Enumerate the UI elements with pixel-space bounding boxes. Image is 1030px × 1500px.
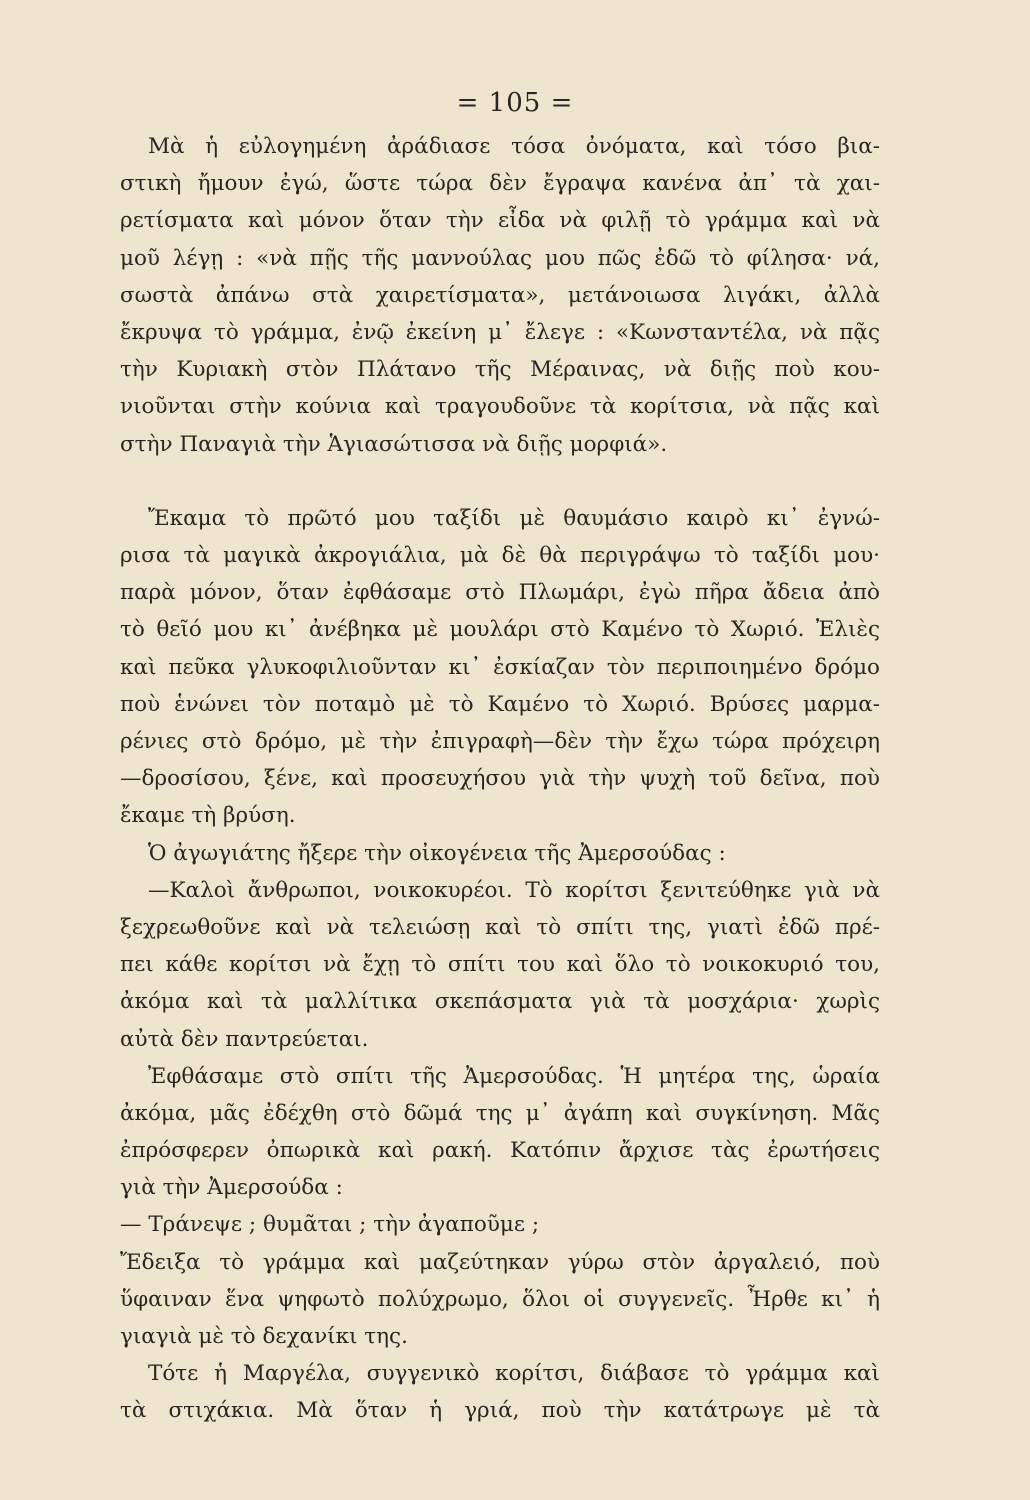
text-line: ξεχρεωθοῦνε καὶ νὰ τελειώσῃ καὶ τὸ σπίτι της, γιατὶ ἐδῶ πρέ- [120, 914, 880, 940]
text-line: καὶ πεῦκα γλυκοφιλιοῦνταν κι᾽ ἐσκίαζαν τὸν περιποιημένο δρόμο [120, 654, 880, 680]
text-line: ἔκρυψα τὸ γράμμα, ἐνῷ ἐκείνη μ᾽ ἔλεγε : «Κωνσταντέλα, νὰ πᾷς [120, 319, 880, 345]
text-line: Ἔδειξα τὸ γράμμα καὶ μαζεύτηκαν γύρω στὸν ἀργαλειό, ποὺ [120, 1249, 880, 1275]
paragraph [120, 1058, 880, 1207]
paragraph [120, 1355, 880, 1429]
paragraph [120, 872, 880, 1058]
text-line: ἀκόμα, μᾶς ἐδέχθη στὸ δῶμά της μ᾽ ἀγάπη καὶ συγκίνηση. Μᾶς [120, 1100, 880, 1126]
text-line: αὐτὰ δὲν παντρεύεται. [120, 1026, 369, 1052]
text-line: — Τράνεψε ; θυμᾶται ; τὴν ἀγαποῦμε ; [120, 1212, 540, 1238]
paragraph [120, 500, 880, 835]
text-line: Τότε ἡ Μαργέλα, συγγενικὸ κορίτσι, διάβασε τὸ γράμμα καὶ [148, 1361, 880, 1387]
text-line: τὸ θεῖό μου κι᾽ ἀνέβηκα μὲ μουλάρι στὸ Καμένο τὸ Χωριό. Ἐλιὲς [120, 617, 880, 643]
text-line: σωστὰ ἀπάνω στὰ χαιρετίσματα», μετάνοιωσα λιγάκι, ἀλλὰ [120, 282, 880, 308]
text-line: ποὺ ἑνώνει τὸν ποταμὸ μὲ τὸ Καμένο τὸ Χωριό. Βρύσες μαρμα- [120, 691, 880, 717]
text-line: πει κάθε κορίτσι νὰ ἔχῃ τὸ σπίτι του καὶ ὅλο τὸ νοικοκυριό του, [120, 952, 880, 978]
paragraph [120, 1244, 880, 1356]
text-line: μοῦ λέγῃ : «νὰ πῇς τῆς μαννούλας μου πῶς ἐδῶ τὸ φίλησα· νά, [120, 245, 880, 271]
paragraph-gap [120, 463, 880, 500]
text-line: ρένιες στὸ δρόμο, μὲ τὴν ἐπιγραφὴ—δὲν τὴν ἔχω τώρα πρόχειρη [120, 729, 880, 754]
paragraph [120, 835, 880, 872]
text-line: ρισα τὰ μαγικὰ ἀκρογιάλια, μὰ δὲ θὰ περιγράψω τὸ ταξίδι μου· [120, 543, 880, 569]
text-line: ρετίσματα καὶ μόνον ὅταν τὴν εἶδα νὰ φιλῇ τὸ γράμμα καὶ νὰ [120, 208, 880, 234]
body-text [120, 128, 880, 1430]
text-line: γιαγιὰ μὲ τὸ δεχανίκι της. [120, 1324, 408, 1349]
text-line: τὰ στιχάκια. Μὰ ὅταν ἡ γριά, ποὺ τὴν κατάτρωγε μὲ τὰ [120, 1398, 880, 1424]
text-line: παρὰ μόνον, ὅταν ἐφθάσαμε στὸ Πλωμάρι, ἐγὼ πῆρα ἄδεια ἀπὸ [120, 580, 880, 606]
text-line: νιοῦνται στὴν κούνια καὶ τραγουδοῦνε τὰ κορίτσια, νὰ πᾷς καὶ [120, 394, 880, 420]
paragraph [120, 128, 880, 463]
text-line: Μὰ ἡ εὐλογημένη ἀράδιασε τόσα ὀνόματα, καὶ τόσο βια- [148, 134, 880, 159]
text-line: —δροσίσου, ξένε, καὶ προσευχήσου γιὰ τὴν ψυχὴ τοῦ δεῖνα, ποὺ [120, 766, 880, 792]
text-line: —Καλοὶ ἄνθρωποι, νοικοκυρέοι. Τὸ κορίτσι ξενιτεύθηκε γιὰ νὰ [148, 877, 880, 903]
text-line: ἀκόμα καὶ τὰ μαλλίτικα σκεπάσματα γιὰ τὰ μοσχάρια· χωρὶς [120, 989, 880, 1015]
text-line: Ἐφθάσαμε στὸ σπίτι τῆς Ἀμερσούδας. Ἡ μητέρα της, ὡραία [148, 1063, 880, 1089]
text-line: ἔκαμε τὴ βρύση. [120, 803, 296, 829]
text-line: στὴν Παναγιὰ τὴν Ἁγιασώτισσα νὰ διῇς μορφιά». [120, 431, 668, 457]
page-number: = 105 = [456, 88, 574, 118]
text-line: τὴν Κυριακὴ στὸν Πλάτανο τῆς Μέραινας, νὰ διῇς ποὺ κου- [120, 357, 880, 383]
text-line: ὕφαιναν ἕνα ψηφωτὸ πολύχρωμο, ὅλοι οἱ συγγενεῖς. Ἦρθε κι᾽ ἡ [120, 1286, 880, 1312]
text-line: στικὴ ἤμουν ἐγώ, ὥστε τώρα δὲν ἔγραψα κανένα ἀπ᾽ τὰ χαι- [120, 171, 880, 197]
text-line: γιὰ τὴν Ἀμερσούδα : [120, 1175, 343, 1201]
text-line: ἐπρόσφερεν ὀπωρικὰ καὶ ρακή. Κατόπιν ἄρχισε τὰς ἐρωτήσεις [120, 1138, 880, 1164]
paragraph [120, 1206, 880, 1243]
text-line: Ὁ ἀγωγιάτης ἤξερε τὴν οἰκογένεια τῆς Ἀμερσούδας : [148, 840, 726, 866]
text-line: Ἔκαμα τὸ πρῶτό μου ταξίδι μὲ θαυμάσιο καιρὸ κι᾽ ἐγνώ- [148, 505, 880, 531]
